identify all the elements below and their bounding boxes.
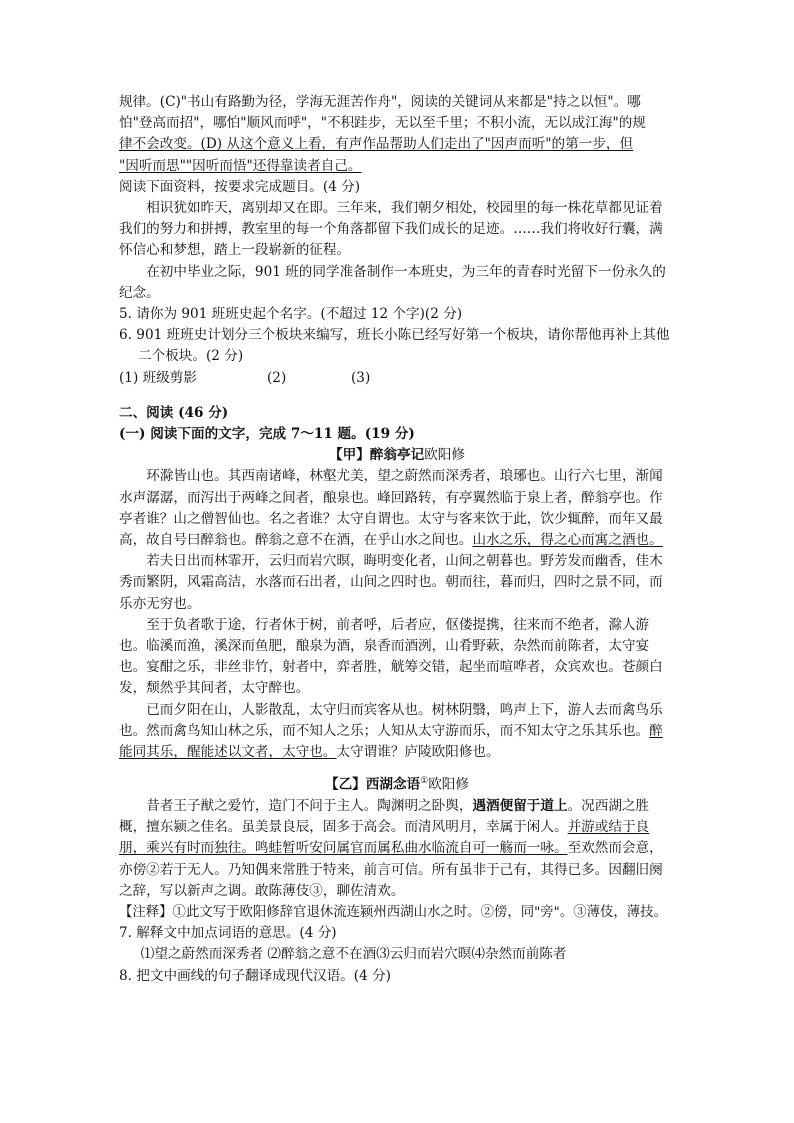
- section-2-subtitle: (一) 阅读下面的文字，完成 7～11 题。(19 分): [119, 426, 415, 443]
- option-3: (3): [351, 369, 371, 386]
- jia-p4-end: 太守谓谁？庐陵欧阳修也。: [336, 744, 500, 761]
- jia-p1-underlined: 山水之乐，得之心而寓之酒也。: [472, 532, 663, 549]
- question-8: 8. 把文中画线的句子翻译成现代汉语。(4 分): [119, 967, 391, 984]
- task-passage-2: 在初中毕业之际，901 班的同学准备制作一本班史，为三年的青春时光留下一份永久的纪念。: [119, 263, 666, 301]
- yi-author: 欧阳修: [428, 776, 469, 793]
- jia-p1-text: 环滁皆山也。其西南诸峰，林壑尤美，望之蔚然而深秀者，琅琊也。山行六七里，渐闻水声潺潺，而泻出于两峰之间者，酿泉也。峰回路转，有亭翼然临于泉上者，醉翁亭也。作亭者谁？山之僧智仙也。名之者谁？太守自谓也。太守与客来饮于此，饮少辄醉，而年又最高，故自号曰醉翁也。醉翁之意不在酒，在乎山水之间也。: [119, 468, 663, 549]
- section-2-title: 二、阅读 (46 分): [119, 404, 229, 421]
- jia-paragraph-4: [119, 700, 675, 764]
- spacer-2: [119, 763, 675, 771]
- intro-line-1: 规律。(C)"书山有路勤为径，学海无涯苦作舟"，阅读的关键词从来都是"持之以恒"。哪: [119, 94, 641, 110]
- option-2: (2): [267, 369, 287, 386]
- jia-paragraph-3: 至于负者歌于途，行者休于树，前者呼，后者应，伛偻提携，往来而不绝者，滁人游也。临溪而渔，溪深而鱼肥，酿泉为酒，泉香而酒洌，山肴野蔌，杂然而前陈者，太守宴也。宴酣之乐，非丝非竹，射者中，弈者胜，觥筹交错，起坐而喧哗者，众宾欢也。苍颜白发，颓然乎其间者，太守醉也。: [119, 616, 663, 697]
- question-7: 7. 解释文中加点词语的意思。(4 分): [119, 925, 337, 942]
- question-6: 6. 901 班班史计划分三个板块来编写，班长小陈已经写好第一个板块，请你帮他再补上其他二个板块。(2 分): [119, 327, 670, 365]
- question-5: 5. 请你为 901 班班史起个名字。(不超过 12 个字)(2 分): [119, 306, 463, 323]
- jia-author: 欧阳修: [424, 447, 465, 464]
- yi-heading: [119, 771, 675, 796]
- jia-paragraph-2: 若夫日出而林霏开，云归而岩穴暝，晦明变化者，山间之朝暮也。野芳发而幽香，佳木秀而繁阴，风霜高洁，水落而石出者，山间之四时也。朝而往，暮而归，四时之景不同，而乐亦无穷也。: [119, 553, 663, 612]
- jia-heading: [119, 445, 675, 466]
- intro-line-4: "因听而思""因听而悟"还得靠读者自己。: [119, 157, 362, 174]
- spacer: [119, 389, 675, 403]
- yi-p1-underlined: 并游或结于良朋，乘兴有时而独往。鸣蛙暂听安问属官而属私曲水临流自可一觞而一咏。: [119, 819, 650, 857]
- annotation-note: 【注释】①此文写于欧阳修辞官退休流连颍州西湖山水之时。②傍，同"旁"。③薄伎，薄技。: [119, 905, 667, 921]
- jia-p4-text: 已而夕阳在山，人影散乱，太守归而宾客从也。树林阴翳，鸣声上下，游人去而禽鸟乐也。然而禽鸟知山林之乐，而不知人之乐；人知从太守游而乐，而不知太守之乐其乐也。: [119, 701, 663, 739]
- option-1: (1) 班级剪影: [119, 369, 197, 386]
- yi-note-mark: ①: [420, 776, 429, 787]
- task-instruction: 阅读下面资料，按要求完成题目。(4 分): [119, 178, 361, 195]
- document-page: [119, 92, 675, 987]
- task-passage-1: 相识犹如昨天，离别却又在即。三年来，我们朝夕相处，校园里的每一株花草都见证着我们的努力和拼搏，教室里的每一个角落都留下我们成长的足迹。……我们将收好行囊，满怀信心和梦想，踏上一段崭新的征程。: [119, 200, 663, 259]
- intro-line-2: 怕"登高而招"，哪怕"顺风而呼"，"不积跬步，无以至千里；不积小流，无以成江海"的规: [119, 115, 646, 132]
- jia-title: 【甲】醉翁亭记: [329, 447, 425, 464]
- yi-p1-c: 。况西湖之胜概，擅东颍之佳名。虽美景良辰，固多于高会。而清风明月，幸属于闲人。: [119, 798, 650, 836]
- yi-paragraph: [119, 796, 675, 902]
- jia-p4-underlined: 醉能同其乐，醒能述以文者，太守也。: [119, 722, 663, 761]
- yi-title: 【乙】西湖念语: [324, 776, 421, 793]
- yi-p1-bold: 遇酒便留于道上: [472, 798, 568, 815]
- intro-line-3: 律不会改变。(D) 从这个意义上看，有声作品帮助人们走出了"因声而听"的第一步，但: [119, 136, 634, 153]
- jia-paragraph-1: [119, 466, 675, 551]
- question-7-items: ⑴望之蔚然而深秀者 ⑵醉翁之意不在酒⑶云归而岩穴暝⑷杂然而前陈者: [140, 946, 567, 963]
- question-6-options: [119, 368, 675, 389]
- yi-p1-a: 昔者王子猷之爱竹，造门不问于主人。陶渊明之卧舆，: [146, 798, 473, 815]
- yi-p1-d: 至欢然而会意，亦傍②若于无人。乃知偶来常胜于特来，前言可信。所有虽非于己有，其得已多。因翻旧阕之辞，写以新声之调。敢陈薄伎③，聊佐清欢。: [119, 840, 663, 899]
